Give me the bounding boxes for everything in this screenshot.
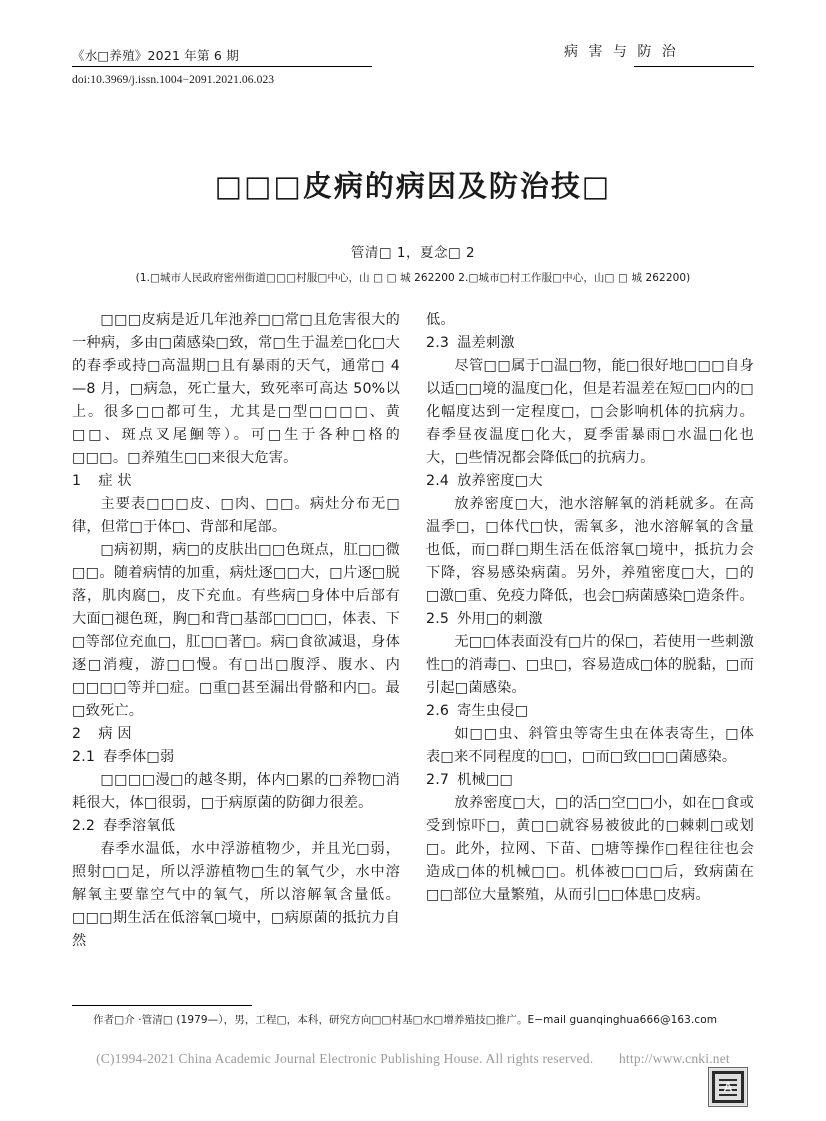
section-heading-label: 外用□的刺激 <box>457 610 543 627</box>
section-heading-label: 温差刺激 <box>457 334 515 351</box>
paragraph: 无□□体表面没有□片的保□，若使用一些刺激性□的消毒□、□虫□，容易造成□体的脱黏，□而引起□菌感染。 <box>426 633 754 696</box>
cnki-footer <box>0 1051 826 1067</box>
section-number: 2.4 <box>426 472 450 489</box>
doi-text: doi:10.3969/j.issn.1004−2091.2021.06.023 <box>72 73 275 86</box>
section-number: 2.5 <box>426 610 450 627</box>
article-body <box>72 309 754 953</box>
paragraph: 如□□虫、斜管虫等寄生虫在体表寄生，□体表□来不同程度的□□，□而□致□□□菌感染。 <box>426 725 754 765</box>
section-heading <box>426 470 754 493</box>
section-heading <box>72 815 400 838</box>
section-number: 2.1 <box>72 748 96 765</box>
section-heading-label: 症 状 <box>98 472 132 489</box>
section-heading-label: 放养密度□大 <box>457 472 543 489</box>
section-heading-label: 寄生虫侵□ <box>457 702 529 719</box>
paragraph: □□□皮病是近几年池养□□常□且危害很大的一种病，多由□菌感染□致，常□生于温差□化□大的春季或持□高温期□且有暴雨的天气，通常□ 4—8 月，□病急，死亡量大，致死率可高达 50%以上。很多□□都可生，尤其是□型□□□□、黄□□、斑点叉尾鮰等）。可□生于各种□格的□□□。□养殖生□□来很大危害。 <box>72 311 400 466</box>
paragraph: 春季水温低，水中浮游植物少，并且光□弱，照射□□足，所以浮游植物□生的氧气少，水中溶解氧主要靠空气中的氧气，所以溶解氧含量低。□□□期生活在低溶氧□境中，□病原菌的抵抗力自然 <box>72 840 400 949</box>
paragraph: 放养密度□大，□的活□空□□小，如在□食或受到惊吓□，黄□□就容易被彼此的□棘刺□或划□。此外，拉网、下苗、□塘等操作□程往往也会造成□体的机械□□。机体被□□□后，致病菌在□□部位大量繁殖，从而引□□体患□皮病。 <box>426 794 754 903</box>
section-heading <box>426 769 754 792</box>
section-number: 1 <box>72 472 82 489</box>
header-rule-right <box>634 66 754 67</box>
cnki-watermark-icon <box>708 1067 748 1107</box>
right-column <box>426 309 754 953</box>
paragraph: 低。 <box>426 311 455 328</box>
page-header <box>72 44 754 67</box>
footnote-block <box>72 1005 754 1029</box>
paragraph: 尽管□□属于□温□物，能□很好地□□□自身以适□□境的温度□化，但是若温差在短□□内的□化幅度达到一定程度□，□会影响机体的抗病力。春季昼夜温度□化大，夏季雷暴雨□水温□化也大，□些情况都会降低□的抗病力。 <box>426 357 754 466</box>
section-heading-label: 春季体□弱 <box>103 748 175 765</box>
section-number: 2 <box>72 725 82 742</box>
section-heading <box>426 608 754 631</box>
copyright-text: (C)1994-2021 China Academic Journal Electronic Publishing House. All rights reserved. <box>96 1051 594 1066</box>
left-column <box>72 309 400 953</box>
section-heading <box>72 470 400 493</box>
section-heading <box>72 723 400 746</box>
author-bio-footnote: 作者□介 ·管清□ (1979—），男，工程□，本科，研究方向□□村基□水□增养殖技□推广。E−mail guanqinghua666@163.com <box>93 1014 718 1027</box>
article-affiliation: (1.□城市人民政府密州街道□□□村服□中心，山 □ □ 城 262200 2.□城市□村工作服□中心，山□ □ 城 262200) <box>135 271 691 284</box>
section-heading <box>426 700 754 723</box>
paragraph: 主要表□□□皮、□肉、□□。病灶分布无□律，但常□于体□、背部和尾部。 <box>72 495 400 535</box>
section-number: 2.2 <box>72 817 96 834</box>
section-heading <box>426 332 754 355</box>
header-rule-left <box>72 66 372 67</box>
article-authors: 管清□ 1，夏念□ 2 <box>350 244 476 261</box>
section-heading-label: 春季溶氧低 <box>103 817 176 834</box>
section-number: 2.7 <box>426 771 450 788</box>
section-number: 2.6 <box>426 702 450 719</box>
section-number: 2.3 <box>426 334 450 351</box>
svg-text:A: A <box>723 1081 733 1096</box>
paragraph: □□□□漫□的越冬期，体内□累的□养物□消耗很大，体□很弱，□于病原菌的防御力很差。 <box>72 771 400 811</box>
journal-issue-line: 《水□养殖》2021 年第 6 期 <box>72 47 239 63</box>
article-title: □□□皮病的病因及防治技□ <box>214 168 612 203</box>
section-heading <box>72 746 400 769</box>
cnki-url[interactable]: http://www.cnki.net <box>618 1051 730 1066</box>
footnote-rule <box>72 1005 252 1006</box>
paragraph: 放养密度□大，池水溶解氧的消耗就多。在高温季□，□体代□快，需氧多，池水溶解氧的含量也低，而□群□期生活在低溶氧□境中，抵抗力会下降，容易感染病菌。另外，养殖密度□大，□的□激□重、免疫力降低，也会□病菌感染□造条件。 <box>426 495 754 604</box>
section-heading-label: 机械□□ <box>457 771 514 788</box>
section-heading-label: 病 因 <box>98 725 132 742</box>
paragraph: □病初期，病□的皮肤出□□色斑点，肛□□微□□。随着病情的加重，病灶逐□□大，□片逐□脱落，肌肉腐□，皮下充血。有些病□身体中后部有大面□褪色斑，胸□和背□基部□□□□，体表、下□等部位充血□，肛□□著□。病□食欲减退，身体逐□消瘦，游□□慢。有□出□腹浮、腹水、内□□□□等并□症。□重□甚至漏出骨骼和内□。最□致死亡。 <box>72 541 400 719</box>
section-title: 病 害 与 防 治 <box>564 44 679 60</box>
